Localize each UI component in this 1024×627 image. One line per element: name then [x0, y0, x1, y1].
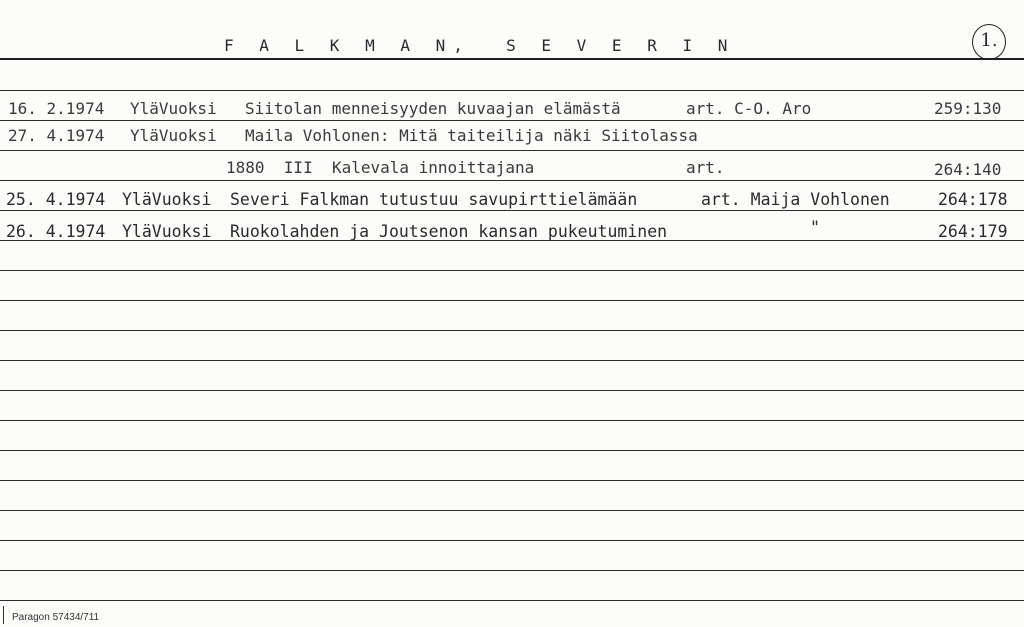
entry-title: Maila Vohlonen: Mitä taiteilija näki Siitolassa [245, 126, 698, 145]
ruled-line [0, 360, 1024, 361]
entry-date: 25. 4.1974 [6, 190, 106, 209]
ruled-line [0, 330, 1024, 331]
printer-imprint: Paragon 57434/711 [12, 612, 100, 623]
entry-paper: YläVuoksi [122, 190, 212, 209]
entry-paper: YläVuoksi [130, 126, 217, 145]
ruled-line [0, 210, 1024, 211]
ruled-line [0, 420, 1024, 421]
ruled-line [0, 510, 1024, 511]
ditto-mark: " [810, 218, 820, 237]
entry-title: Ruokolahden ja Joutsenon kansan pukeutuminen [230, 222, 668, 241]
ruled-line [0, 600, 1024, 601]
entry-ref: 264:140 [934, 160, 1002, 179]
page-number-stamp: 1. [972, 24, 1006, 60]
entry-paper: YläVuoksi [130, 99, 217, 118]
entry-title: Siitolan menneisyyden kuvaajan elämästä [245, 99, 621, 118]
ruled-line [0, 480, 1024, 481]
ruled-line [0, 270, 1024, 271]
ruled-line [0, 90, 1024, 91]
entry-date: 27. 4.1974 [8, 126, 105, 145]
entry-type: art. [686, 158, 725, 177]
entry-date: 26. 4.1974 [6, 222, 106, 241]
header-rule [0, 58, 1024, 60]
entry-title: Severi Falkman tutustuu savupirttielämään [230, 190, 638, 209]
entry-ref: 259:130 [934, 99, 1002, 118]
ruled-line [0, 570, 1024, 571]
entry-ref: 264:178 [938, 190, 1008, 209]
ruled-line [0, 180, 1024, 181]
ruled-line [0, 150, 1024, 151]
ruled-line [0, 450, 1024, 451]
entry-paper: YläVuoksi [122, 222, 212, 241]
ruled-line [0, 540, 1024, 541]
entry-ref: 264:179 [938, 222, 1008, 241]
ruled-line [0, 120, 1024, 121]
entry-type: art. C-O. Aro [686, 99, 812, 118]
card-title: F A L K M A N, S E V E R I N [224, 36, 736, 55]
entry-date: 16. 2.1974 [8, 99, 105, 118]
entry-title: 1880 III Kalevala innoittajana [226, 158, 535, 177]
ruled-line [0, 300, 1024, 301]
ruled-line [0, 390, 1024, 391]
card-edge-mark [3, 606, 4, 624]
entry-type: art. Maija Vohlonen [701, 190, 890, 209]
